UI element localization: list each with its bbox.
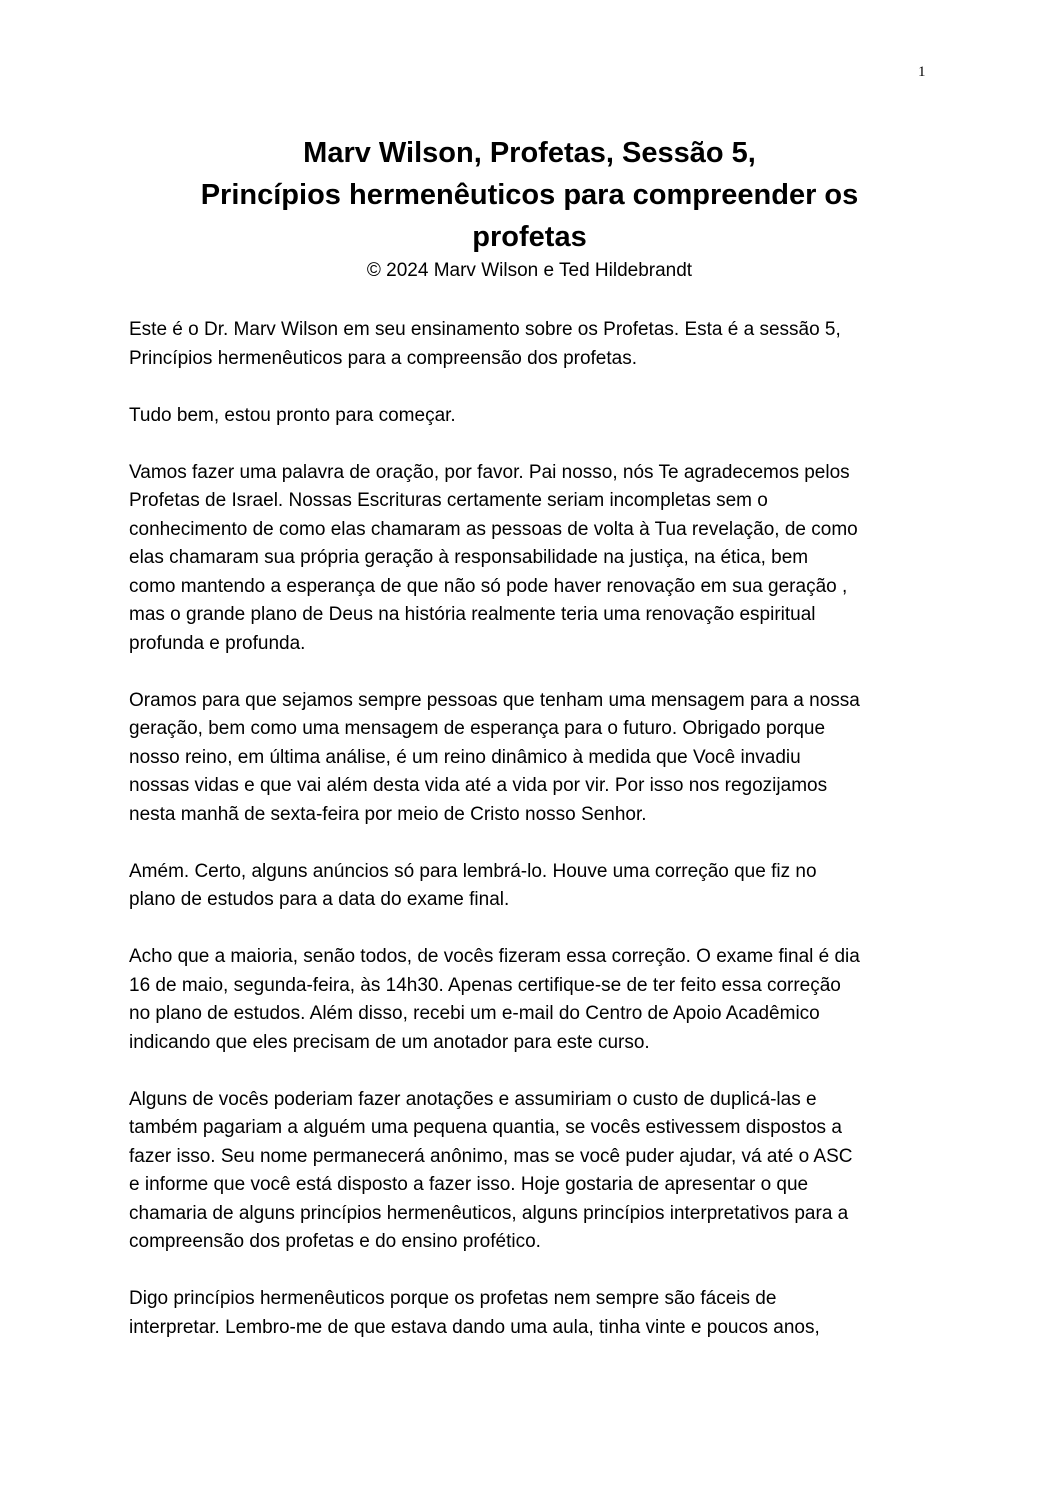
paragraph-note-taker: Alguns de vocês poderiam fazer anotações e assumiriam o custo de duplicá-las e também pagariam a alguém uma pequena quantia, se vocês estivessem dispostos a fazer isso. Seu nome permanecerá anônimo, mas se você puder ajudar, vá até o ASC e informe que você está disposto a fazer isso. Hoje gostaria de apresentar o que chamaria de alguns princípios hermenêuticos, alguns princípios interpretativos para a compreensão dos profetas e do ensino profético. [129, 1088, 853, 1252]
paragraph-hermeneutics: Digo princípios hermenêuticos porque os profetas nem sempre são fáceis de interpretar. Lembro-me de que estava dando uma aula, tinha vinte e poucos anos, [129, 1288, 820, 1338]
document-title-line-1: Marv Wilson, Profetas, Sessão 5, [303, 137, 756, 169]
copyright-notice: © 2024 Marv Wilson e Ted Hildebrandt [366, 260, 693, 281]
paragraph-ready: Tudo bem, estou pronto para começar. [129, 404, 456, 426]
paragraph-final-exam: Acho que a maioria, senão todos, de vocês fizeram essa correção. O exame final é dia 16 de maio, segunda-feira, às 14h30. Apenas certifique-se de ter feito essa correção no plano de estudos. Além disso, recebi um e-mail do Centro de Apoio Acadêmico indicando que eles precisam de um anotador para este curso. [129, 946, 860, 1053]
paragraph-intro: Este é o Dr. Marv Wilson em seu ensinamento sobre os Profetas. Esta é a sessão 5, Princípios hermenêuticos para a compreensão dos profetas. [129, 319, 841, 369]
page-number: 1 [918, 64, 926, 80]
paragraph-prayer: Vamos fazer uma palavra de oração, por favor. Pai nosso, nós Te agradecemos pelos Profetas de Israel. Nossas Escrituras certamente seriam incompletas sem o conhecimento de como elas chamaram as pessoas de volta à Tua revelação, de como elas chamaram sua própria geração à responsabilidade na justiça, na ética, bem como mantendo a esperança de que não só pode haver renovação em sua geração , mas o grande plano de Deus na história realmente teria uma renovação espiritual profunda e profunda. [129, 461, 858, 654]
paragraph-announcements: Amém. Certo, alguns anúncios só para lembrá-lo. Houve uma correção que fiz no plano de estudos para a data do exame final. [129, 860, 817, 910]
paragraph-prayer-continued: Oramos para que sejamos sempre pessoas que tenham uma mensagem para a nossa geração, bem como uma mensagem de esperança para o futuro. Obrigado porque nosso reino, em última análise, é um reino dinâmico à medida que Você invadiu nossas vidas e que vai além desta vida até a vida por vir. Por isso nos regozijamos nesta manhã de sexta-feira por meio de Cristo nosso Senhor. [129, 689, 860, 825]
document-title-line-3: profetas [472, 221, 587, 253]
title-block [129, 132, 930, 284]
document-title-line-2: Princípios hermenêuticos para compreender os [200, 179, 859, 211]
transcript-body [129, 316, 934, 1371]
